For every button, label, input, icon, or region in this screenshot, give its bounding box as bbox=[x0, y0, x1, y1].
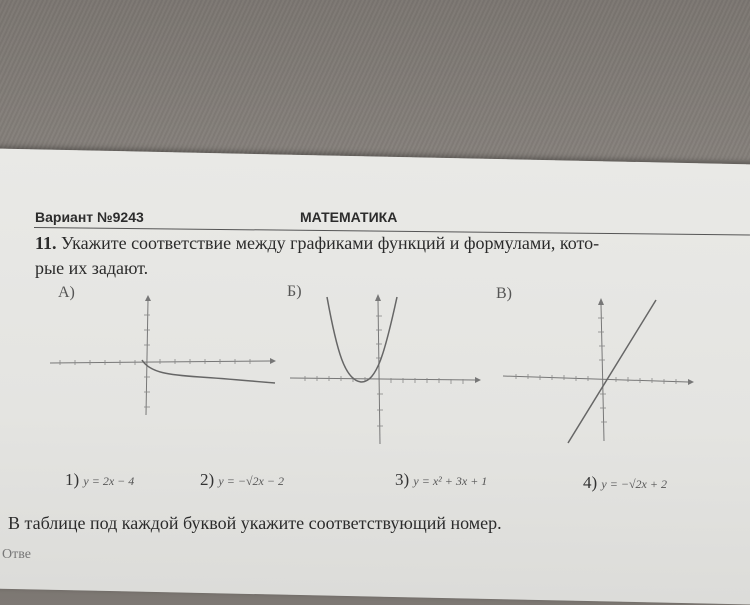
option-2-formula: y = −√2x − 2 bbox=[218, 474, 284, 488]
question-text-line1 bbox=[35, 233, 599, 254]
graph-c-line bbox=[568, 300, 656, 443]
graph-b-x-axis bbox=[290, 378, 475, 380]
graph-a-y-axis bbox=[146, 300, 148, 415]
question-text-line2: рые их задают. bbox=[35, 258, 149, 278]
graph-c-label: В) bbox=[496, 285, 512, 302]
question-number: 11. bbox=[35, 233, 57, 253]
graph-b-y-arrow bbox=[375, 294, 381, 301]
option-3-formula: y = x² + 3x + 1 bbox=[413, 474, 488, 488]
subject-title: МАТЕМАТИКА bbox=[300, 209, 398, 225]
graph-b-label: Б) bbox=[287, 283, 302, 300]
graph-a-y-arrow bbox=[145, 295, 151, 301]
option-1 bbox=[65, 470, 134, 490]
question-text-1: Укажите соответствие между графиками функций и формулами, кото- bbox=[61, 233, 600, 253]
variant-label: Вариант №9243 bbox=[35, 209, 144, 225]
graph-c-y-axis bbox=[601, 304, 604, 441]
option-1-number: 1) bbox=[65, 470, 80, 489]
option-2-number: 2) bbox=[200, 470, 215, 489]
answer-label-cut: Отве bbox=[2, 547, 31, 562]
graph-c-ticks bbox=[516, 318, 676, 422]
graph-c-icon bbox=[498, 296, 698, 446]
option-3 bbox=[395, 470, 487, 490]
graph-c-x-axis bbox=[503, 376, 688, 382]
graph-a-curve bbox=[142, 360, 275, 383]
instruction-text: В таблице под каждой буквой укажите соответствующий номер. bbox=[8, 513, 502, 533]
graph-a-icon bbox=[50, 295, 280, 425]
option-2 bbox=[200, 470, 284, 490]
option-3-number: 3) bbox=[395, 470, 410, 489]
graph-a-x-arrow bbox=[270, 358, 276, 364]
option-4-number: 4) bbox=[583, 473, 598, 492]
option-4-formula: y = −√2x + 2 bbox=[601, 477, 667, 491]
graph-b-icon bbox=[285, 292, 485, 447]
graph-b-ticks bbox=[305, 316, 463, 426]
graph-c-x-arrow bbox=[688, 379, 694, 385]
graph-b-y-axis bbox=[378, 300, 380, 444]
option-1-formula: y = 2x − 4 bbox=[83, 474, 135, 488]
background-surface bbox=[0, 0, 750, 160]
graph-a-label: А) bbox=[58, 284, 75, 301]
graph-b-parabola bbox=[327, 297, 397, 382]
graph-c-y-arrow bbox=[598, 298, 604, 305]
graph-b-x-arrow bbox=[475, 377, 481, 383]
option-4 bbox=[583, 473, 667, 493]
